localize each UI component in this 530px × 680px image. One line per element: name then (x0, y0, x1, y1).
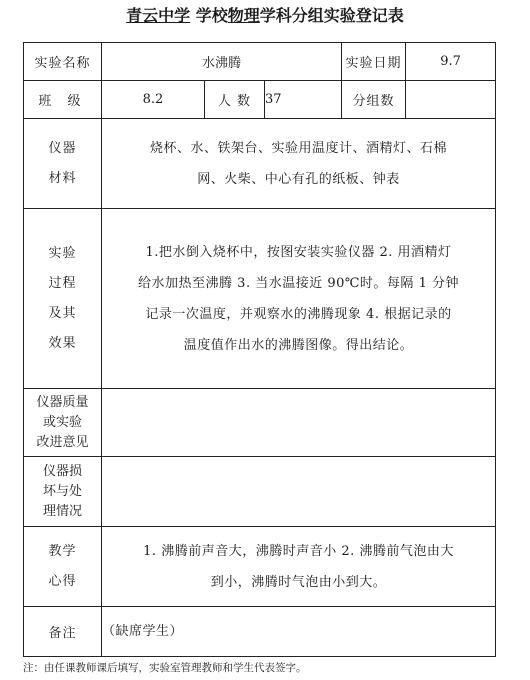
reflection-label-line: 教学 (48, 543, 77, 559)
damage-label-line: 仪器损 (42, 463, 82, 479)
table-row (24, 81, 496, 119)
reflection-line: 1. 沸腾前声音大，沸腾时声音小 2. 沸腾前气泡由大 (143, 543, 454, 559)
experiment-date-value: 9.7 (406, 43, 496, 81)
materials-label (24, 119, 102, 209)
damage-label-line: 坏与处 (42, 483, 82, 499)
reflection-label-line: 心得 (48, 573, 77, 589)
class-label: 班 级 (24, 81, 102, 119)
process-label-line: 实验 (48, 245, 77, 261)
footer-note: 注：由任课教师课后填写，实验室管理教师和学生代表签字。 (23, 662, 307, 674)
experiment-date-label: 实验日期 (342, 43, 406, 81)
reflection-line: 到小，沸腾时气泡由小到大。 (210, 574, 387, 590)
process-line: 给水加热至沸腾 3. 当水温接近 90℃时。每隔 1 分钟 (138, 275, 459, 291)
experiment-name-label: 实验名称 (24, 43, 102, 81)
quality-label-line: 改进意见 (36, 434, 89, 450)
table-row (24, 457, 496, 527)
materials-line: 网、火柴、中心有孔的纸板、钟表 (197, 171, 400, 187)
process-label-line: 效果 (48, 335, 77, 351)
remarks-label: 备注 (24, 607, 102, 657)
student-count-label: 人 数 (205, 81, 265, 119)
process-label-line: 及其 (48, 305, 77, 321)
student-count-value: 37 (265, 81, 342, 119)
table-row (24, 389, 496, 457)
process-line: 记录一次温度，并观察水的沸腾现象 4. 根据记录的 (145, 306, 452, 322)
table-row (24, 527, 496, 607)
reflection-value (102, 527, 496, 607)
damage-label-line: 理情况 (42, 503, 82, 519)
process-label (24, 209, 102, 389)
registration-table (23, 42, 496, 657)
damage-label (24, 457, 102, 527)
title-school-suffix: 学校 (195, 6, 228, 25)
table-row (24, 209, 496, 389)
materials-value (102, 119, 496, 209)
materials-line: 烧杯、水、铁架台、实验用温度计、酒精灯、石棉 (150, 140, 448, 156)
quality-label (24, 389, 102, 457)
materials-label-line: 材料 (48, 170, 77, 186)
table-row (24, 607, 496, 657)
process-value (102, 209, 496, 389)
experiment-name-value: 水沸腾 (102, 43, 342, 81)
class-value: 8.2 (102, 81, 205, 119)
title-subject: 物理 (227, 6, 260, 25)
quality-label-line: 或实验 (42, 414, 82, 430)
table-row (24, 43, 496, 81)
remarks-value: （缺席学生） (102, 607, 496, 657)
group-count-label: 分组数 (342, 81, 406, 119)
process-label-line: 过程 (48, 275, 77, 291)
title-school: 青云中学 (126, 6, 191, 25)
quality-value (102, 389, 496, 457)
process-line: 温度值作出水的沸腾图像。得出结论。 (183, 337, 414, 353)
materials-label-line: 仪器 (48, 140, 77, 156)
title-rest: 学科分组实验登记表 (259, 6, 404, 25)
reflection-label (24, 527, 102, 607)
table-row (24, 119, 496, 209)
group-count-value (406, 81, 496, 119)
process-line: 1.把水倒入烧杯中，按图安装实验仪器 2. 用酒精灯 (145, 244, 452, 260)
form-title (0, 2, 530, 30)
damage-value (102, 457, 496, 527)
quality-label-line: 仪器质量 (36, 394, 89, 410)
